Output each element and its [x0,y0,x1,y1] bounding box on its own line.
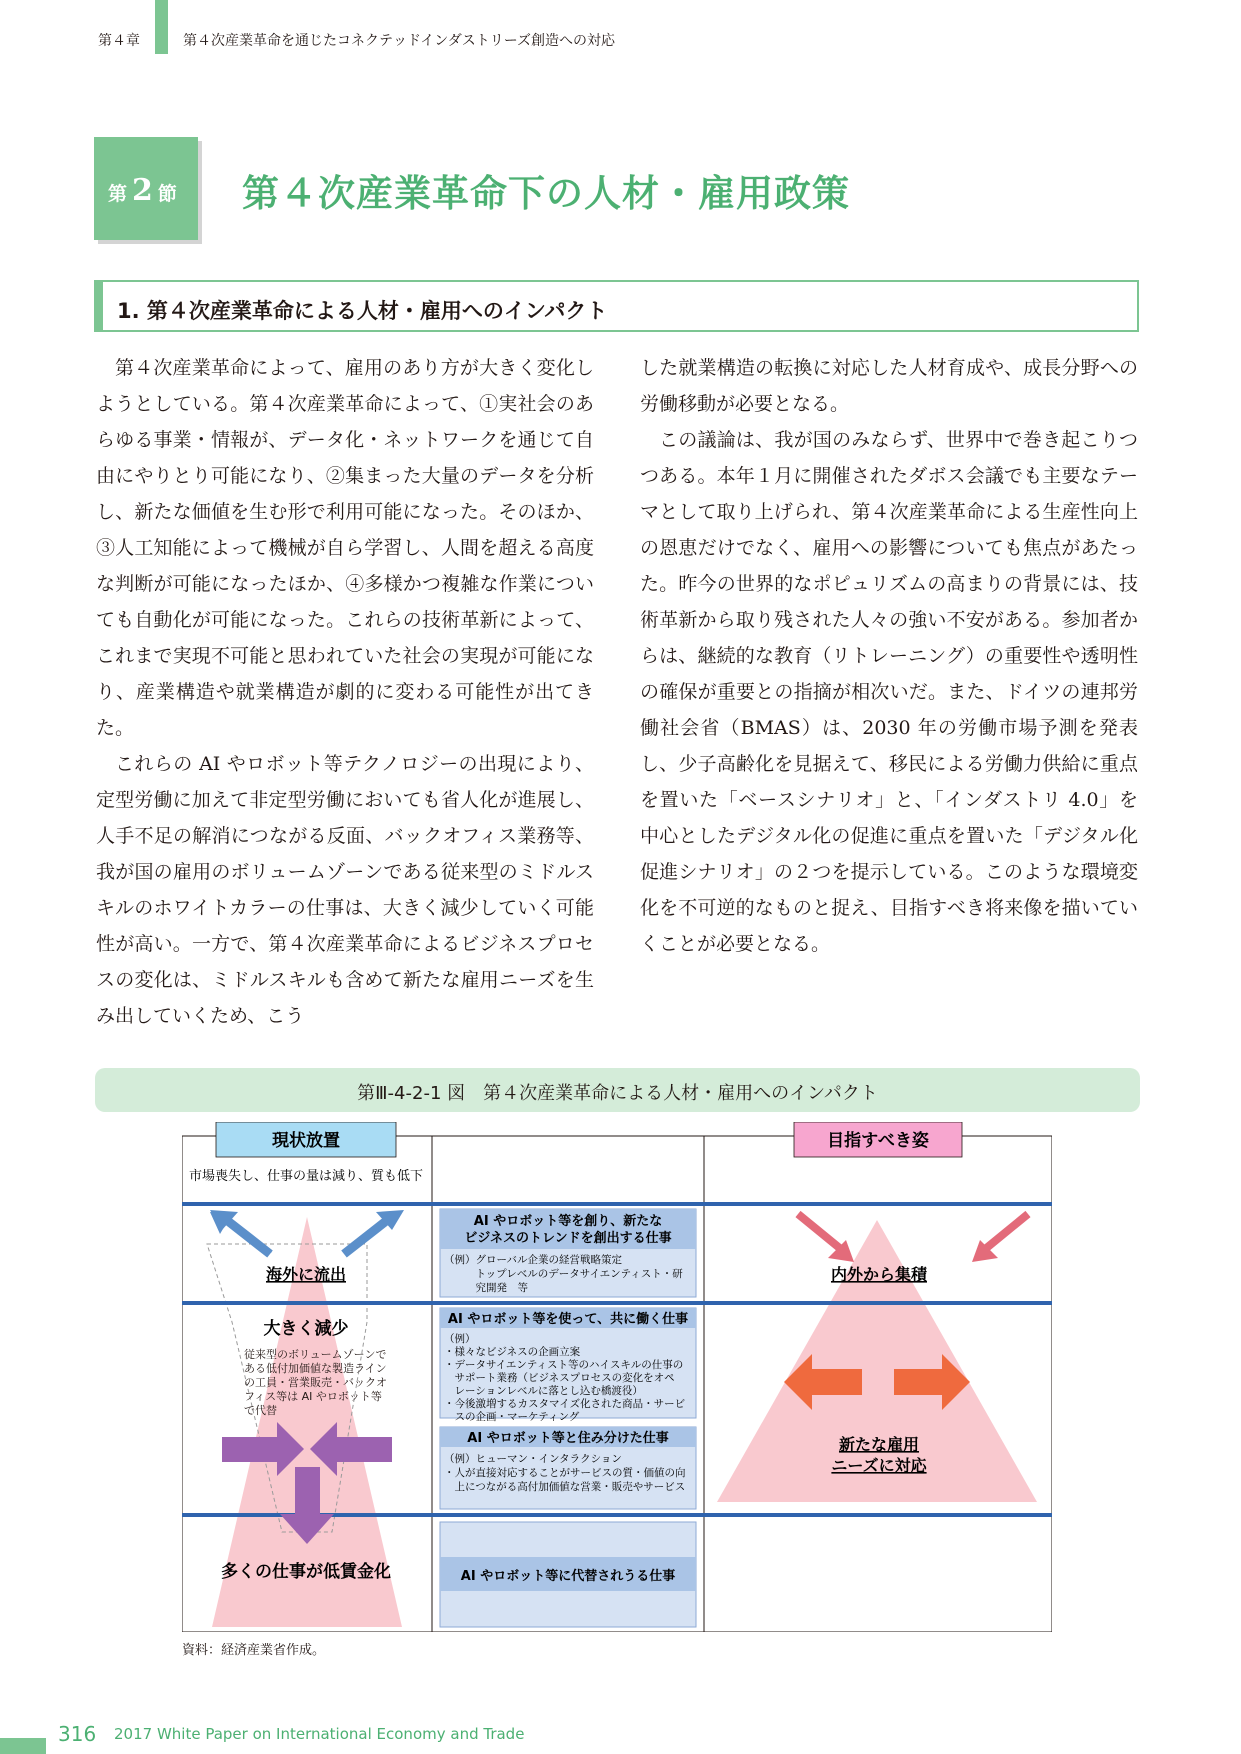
svg-text:（例）グローバル企業の経営戦略策定: （例）グローバル企業の経営戦略策定 [444,1254,622,1266]
low-wage-label: 多くの仕事が低賃金化 [221,1562,391,1582]
decrease-label: 大きく減少 [263,1319,349,1339]
svg-text:従来型のボリュームゾーンで: 従来型のボリュームゾーンで [244,1348,387,1361]
paragraph: これらの AI やロボット等テクノロジーの出現により、定型労働に加えて非定型労働においても省人化が進展し、人手不足の解消につながる反面、バックオフィス業務等、我が国の雇用のボリュームゾーンである従来型のミドルスキルのホワイトカラーの仕事は、大きく減少していく可能性が高い。一方で、第４次産業革命によるビジネスプロセスの変化は、ミドルスキルも含めて新たな雇用ニーズを生み出していくため、こう [96,753,594,1027]
arrow-in-left [798,1214,854,1262]
svg-text:で代替: で代替 [244,1404,277,1417]
box2-title: AI やロボット等を使って、共に働く仕事 [447,1312,689,1327]
svg-text:スの企画・マーケティング: スの企画・マーケティング [444,1411,580,1423]
section-title: 第４次産業革命下の人材・雇用政策 [242,171,850,215]
svg-text:フィス等は AI やロボット等: フィス等は AI やロボット等 [244,1390,382,1403]
section-suffix: 節 [157,183,177,205]
svg-text:ある低付加価値な製造ライン: ある低付加価値な製造ライン [244,1362,387,1375]
left-header-text: 現状放置 [272,1131,340,1151]
footer-publication: 2017 White Paper on International Economy and Trade [114,1725,525,1743]
paragraph: した就業構造の転換に対応した人材育成や、成長分野への労働移動が必要となる。 [640,357,1138,415]
job-box-replaced [440,1522,696,1627]
svg-text:（例）: （例） [444,1333,476,1345]
svg-text:・様々なビジネスの企画立案: ・様々なビジネスの企画立案 [444,1346,581,1358]
box3-title: AI やロボット等と住み分けた仕事 [467,1431,669,1446]
arrow-up-left-2 [210,1210,270,1254]
svg-text:・データサイエンティスト等のハイスキルの仕事の: ・データサイエンティスト等のハイスキルの仕事の [444,1359,684,1371]
page-number: 316 [58,1722,97,1746]
svg-text:（例）ヒューマン・インタラクション: （例）ヒューマン・インタラクション [444,1453,622,1465]
job-box-create [440,1209,696,1297]
box4-title: AI やロボット等に代替されうる仕事 [460,1569,676,1584]
divider-line-2 [182,1301,1052,1305]
body-column-right [640,350,1138,962]
svg-text:レーションレベルに落とし込む橋渡役）: レーションレベルに落とし込む橋渡役） [444,1385,643,1397]
left-subtitle: 市場喪失し、仕事の量は減り、質も低下 [188,1169,424,1184]
right-header-text: 目指すべき姿 [827,1131,929,1151]
job-box-segregate [440,1427,696,1509]
box1-title-2: ビジネスのトレンドを創出する仕事 [464,1231,672,1246]
running-title: 第４次産業革命を通じたコネクテッドインダストリーズ創造への対応 [183,33,616,49]
inflow-label: 内外から集積 [830,1265,928,1284]
svg-text:究開発 等: 究開発 等 [444,1282,528,1294]
box1-title-1: AI やロボット等を創り、新たな [473,1214,663,1229]
svg-text:の工員・営業販売・バックオ: の工員・営業販売・バックオ [244,1376,387,1389]
arrow-up-right [344,1210,404,1254]
source-note: 資料：経済産業省作成。 [182,1643,326,1658]
svg-text:・人が直接対応することがサービスの質・価値の向: ・人が直接対応することがサービスの質・価値の向 [444,1467,686,1479]
subsection-title: 1. 第４次産業革命による人材・雇用へのインパクト [117,299,608,323]
section-number: 2 [132,173,153,208]
svg-text:上につながる高付加価値な営業・販売やサービス: 上につながる高付加価値な営業・販売やサービス [444,1481,686,1493]
new-needs-line2: ニーズに対応 [831,1456,927,1475]
footer-accent-bar [0,1738,46,1754]
outflow-label: 海外に流出 [265,1265,347,1284]
new-needs-line1: 新たな雇用 [838,1435,920,1454]
paragraph: 第４次産業革命によって、雇用のあり方が大きく変化しようとしている。第４次産業革命によって、①実社会のあらゆる事業・情報が、データ化・ネットワークを通じて自由にやりとり可能になり、②集まった大量のデータを分析し、新たな価値を生む形で利用可能になった。そのほか、③人工知能によって機械が自ら学習し、人間を超える高度な判断が可能になったほか、④多様かつ複雑な作業についても自動化が可能になった。これらの技術革新によって、これまで実現不可能と思われていた社会の実現が可能になり、産業構造や就業構造が劇的に変わる可能性が出てきた。 [96,357,594,739]
svg-text:サポート業務（ビジネスプロセスの変化をオペ: サポート業務（ビジネスプロセスの変化をオペ [444,1372,675,1384]
chapter-label: 第４章 [98,33,140,49]
arrow-in-right [972,1214,1028,1262]
paragraph: この議論は、我が国のみならず、世界中で巻き起こりつつある。本年１月に開催されたダボス会議でも主要なテーマとして取り上げられ、第４次産業革命による生産性向上の恩恵だけでなく、雇用への影響についても焦点があたった。昨今の世界的なポピュリズムの高まりの背景には、技術革新から取り残された人々の強い不安がある。参加者からは、継続的な教育（リトレーニング）の重要性や透明性の確保が重要との指摘が相次いだ。また、ドイツの連邦労働社会省（BMAS）は、2030 年の労働市場予測を発表し、少子高齢化を見据えて、移民による労働力供給に重点を置いた「ベースシナリオ」と、「インダストリ 4.0」を中心としたデジタル化の促進に重点を置いた「デジタル化促進シナリオ」の２つを提示している。このような環境変化を不可逆的なものと捉え、目指すべき将来像を描いていくことが必要となる。 [640,429,1138,955]
header-accent-bar [155,0,168,54]
impact-diagram [182,1122,1052,1632]
figure-title-bar [95,1068,1140,1112]
svg-text:・今後激増するカスタマイズ化された商品・サービ: ・今後激増するカスタマイズ化された商品・サービ [444,1398,686,1410]
svg-text:トップレベルのデータサイエンティスト・研: トップレベルのデータサイエンティスト・研 [444,1268,683,1280]
divider-line-1 [182,1202,1052,1206]
body-column-left [96,350,594,1034]
job-box-cowork [440,1308,696,1423]
subsection-heading [94,280,1139,332]
section-number-box [94,137,198,240]
figure-title: 第Ⅲ-4-2-1 図 第４次産業革命による人材・雇用へのインパクト [357,1083,878,1104]
section-prefix: 第 [108,183,128,205]
